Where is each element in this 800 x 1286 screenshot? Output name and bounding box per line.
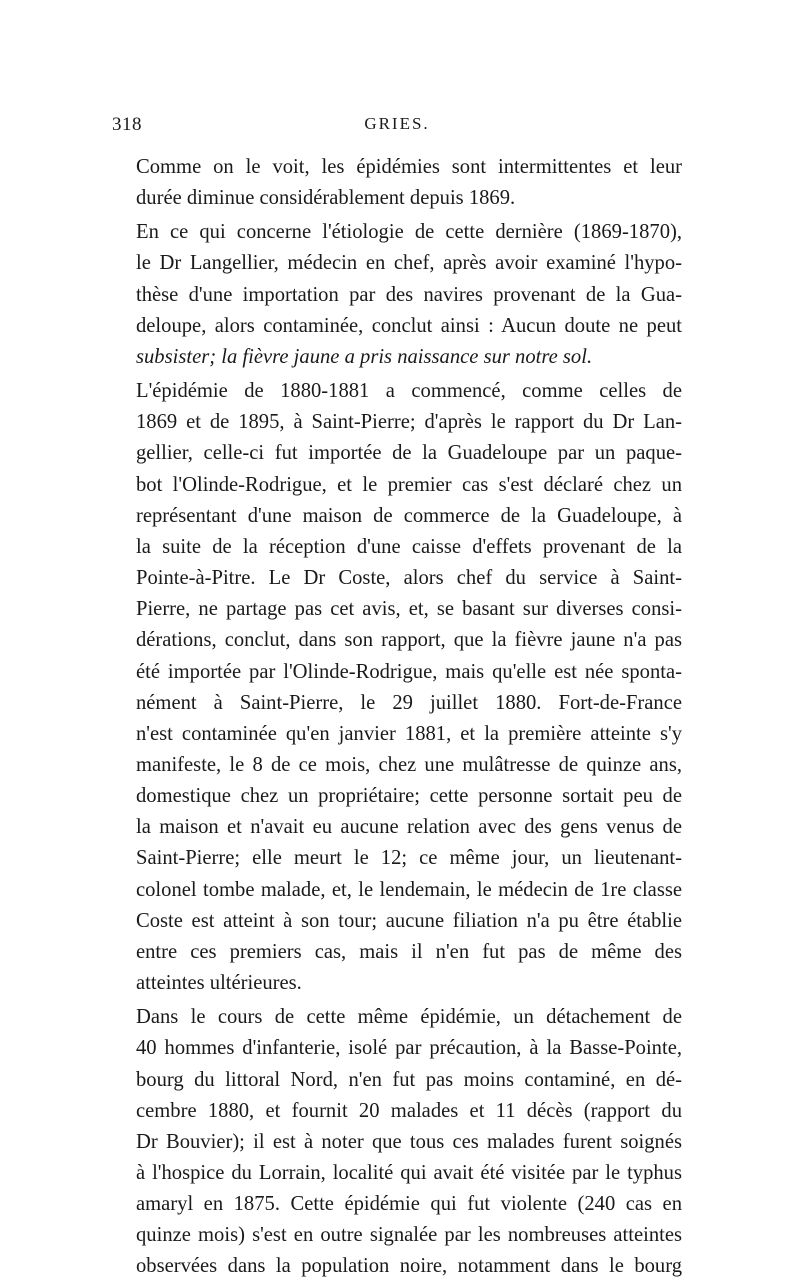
text-line: Dans le cours de cette même épidémie, un détachement de (136, 1006, 682, 1029)
text-line: 40 hommes d'infanterie, isolé par précaution, à la Basse-Pointe, (136, 1037, 682, 1060)
text-line: Pointe-à-Pitre. Le Dr Coste, alors chef du service à Saint- (136, 567, 682, 590)
text-line-italic: subsister; la fièvre jaune a pris naissance sur notre sol. (136, 345, 593, 368)
text-line: Saint-Pierre; elle meurt le 12; ce même jour, un lieutenant- (136, 847, 682, 870)
text-line: bot l'Olinde-Rodrigue, et le premier cas s'est déclaré chez un (136, 473, 682, 496)
text-line: la maison et n'avait eu aucune relation avec des gens venus de (136, 816, 682, 839)
text-line: bourg du littoral Nord, n'en fut pas moins contaminé, en dé- (136, 1068, 682, 1091)
text-line: représentant d'une maison de commerce de la Guadeloupe, à (136, 504, 682, 527)
text-line: En ce qui concerne l'étiologie de cette dernière (1869-1870), (136, 221, 682, 244)
text-line: été importée par l'Olinde-Rodrigue, mais qu'elle est née sponta- (136, 660, 682, 683)
text-line: n'est contaminée qu'en janvier 1881, et la première atteinte s'y (136, 722, 682, 745)
text-line: Comme on le voit, les épidémies sont intermittentes et leur (136, 156, 682, 178)
text-line: domestique chez un propriétaire; cette personne sortait peu de (136, 785, 682, 808)
text-line: colonel tombe malade, et, le lendemain, le médecin de 1re classe (136, 878, 682, 901)
text-line: nément à Saint-Pierre, le 29 juillet 1880. Fort-de-France (136, 691, 682, 714)
text-line: atteintes ultérieures. (136, 972, 302, 995)
text-line: durée diminue considérablement depuis 1869. (136, 187, 516, 210)
text-line: quinze mois) s'est en outre signalée par les nombreuses atteintes (136, 1224, 682, 1247)
text-line: observées dans la population noire, notamment dans le bourg (136, 1255, 682, 1278)
paragraph-4 (112, 1002, 682, 1282)
running-head: GRIES. (364, 114, 430, 133)
text-line: Pierre, ne partage pas cet avis, et, se basant sur diverses consi- (136, 598, 682, 621)
text-line: dérations, conclut, dans son rapport, que la fièvre jaune n'a pas (136, 629, 682, 652)
text-line: entre ces premiers cas, mais il n'en fut pas de même des (136, 940, 682, 963)
page-header (112, 114, 682, 144)
text-line: le Dr Langellier, médecin en chef, après avoir examiné l'hypo- (136, 252, 682, 275)
text-line: 1869 et de 1895, à Saint-Pierre; d'après le rapport du Dr Lan- (136, 411, 682, 434)
text-line: Coste est atteint à son tour; aucune filiation n'a pu être établie (136, 909, 682, 932)
page-number: 318 (112, 114, 142, 135)
text-line: à l'hospice du Lorrain, localité qui avait été visitée par le typhus (136, 1162, 682, 1184)
text-line: la suite de la réception d'une caisse d'effets provenant de la (136, 535, 682, 558)
paragraph-3 (112, 376, 682, 999)
paragraph-2 (112, 217, 682, 373)
text-line: Dr Bouvier); il est à noter que tous ces malades furent soignés (136, 1130, 682, 1153)
text-line: manifeste, le 8 de ce mois, chez une mulâtresse de quinze ans, (136, 753, 682, 776)
text-line: amaryl en 1875. Cette épidémie qui fut violente (240 cas en (136, 1193, 682, 1216)
text-line: thèse d'une importation par des navires provenant de la Gua- (136, 283, 682, 306)
body-text (112, 152, 682, 1286)
text-line: cembre 1880, et fournit 20 malades et 11 décès (rapport du (136, 1099, 682, 1122)
text-line: deloupe, alors contaminée, conclut ainsi : Aucun doute ne peut (136, 314, 682, 337)
paragraph-1 (112, 152, 682, 214)
text-line: L'épidémie de 1880-1881 a commencé, comme celles de (136, 380, 682, 403)
text-line: gellier, celle-ci fut importée de la Guadeloupe par un paque- (136, 442, 682, 465)
